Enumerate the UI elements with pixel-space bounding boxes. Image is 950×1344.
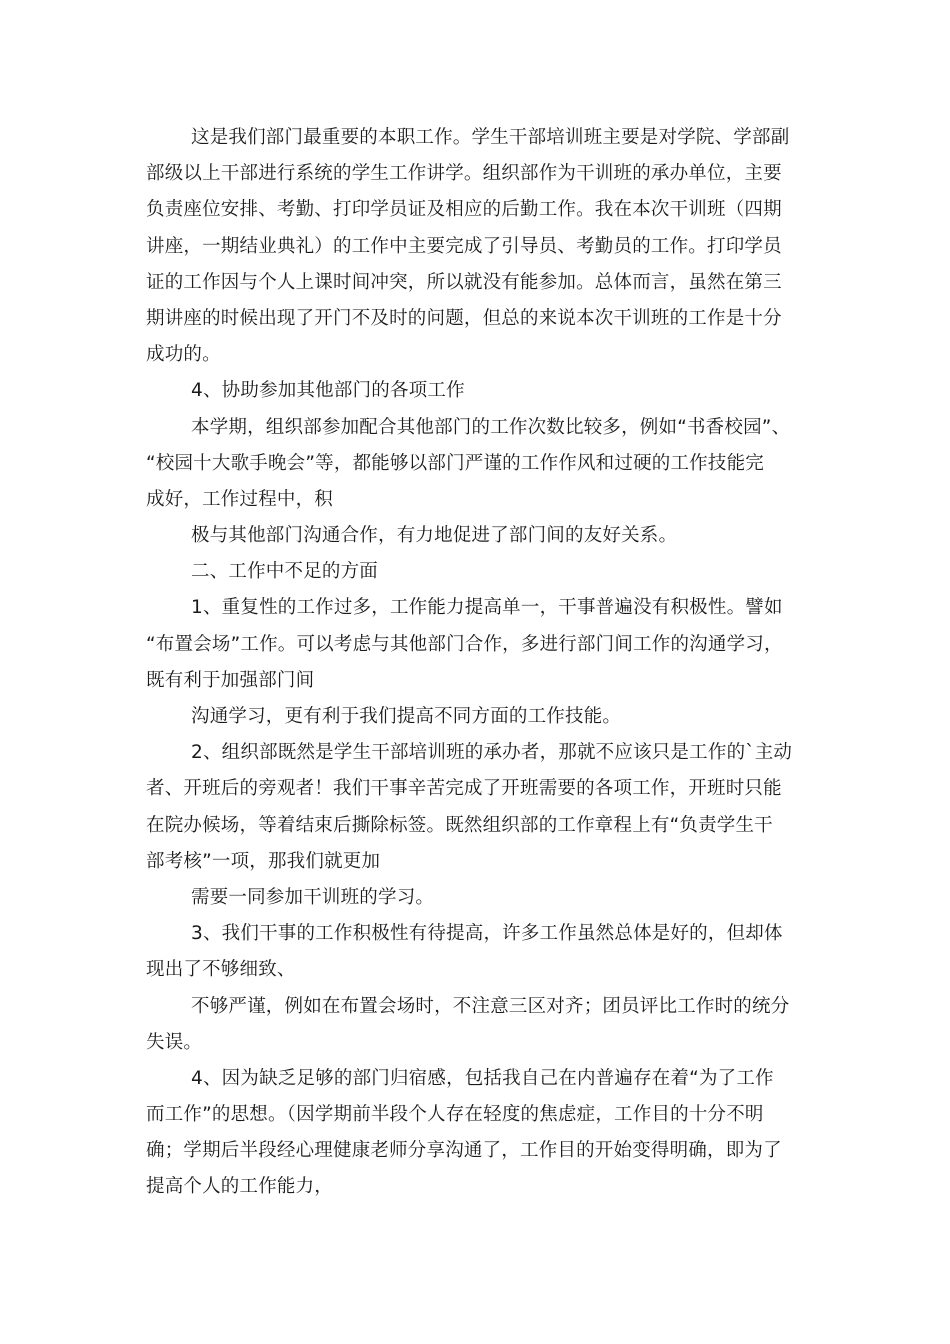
text-line: 沟通学习，更有利于我们提高不同方面的工作技能。 xyxy=(191,706,622,727)
text-line: 证的工作因与个人上课时间冲突，所以就没有能参加。总体而言，虽然在第三 xyxy=(146,271,782,293)
text-line: 提高个人的工作能力， xyxy=(146,1176,334,1198)
document-body xyxy=(146,120,816,1206)
text-line: 1、重复性的工作过多，工作能力提高单一，干事普遍没有积极性。譬如 xyxy=(191,597,783,619)
text-line: 现出了不够细致、 xyxy=(146,959,296,981)
text-line: 2、组织部既然是学生干部培训班的承办者，那就不应该只是工作的`主动 xyxy=(191,742,793,764)
text-line: “布置会场”工作。可以考虑与其他部门合作，多进行部门间工作的沟通学习， xyxy=(146,633,783,655)
text-line: 极与其他部门沟通合作，有力地促进了部门间的友好关系。 xyxy=(191,525,678,547)
text-line: 负责座位安排、考勤、打印学员证及相应的后勤工作。我在本次干训班（四期 xyxy=(146,199,782,221)
text-line: 不够严谨，例如在布置会场时，不注意三区对齐；团员评比工作时的统分 xyxy=(191,995,790,1017)
text-line: 本学期，组织部参加配合其他部门的工作次数比较多，例如“书香校园”、 xyxy=(191,416,791,438)
text-line: 期讲座的时候出现了开门不及时的问题，但总的来说本次干训班的工作是十分 xyxy=(146,307,782,329)
text-line: 4、因为缺乏足够的部门归宿感，包括我自己在内普遍存在着“为了工作 xyxy=(191,1067,774,1089)
text-line: 讲座，一期结业典礼）的工作中主要完成了引导员、考勤员的工作。打印学员 xyxy=(146,235,782,257)
text-line: 成好，工作过程中，积 xyxy=(146,488,334,510)
text-line: 既有利于加强部门间 xyxy=(146,669,315,691)
text-line: 需要一同参加干训班的学习。 xyxy=(191,886,435,908)
text-line: 二、工作中不足的方面 xyxy=(191,561,379,583)
text-line: 确；学期后半段经心理健康老师分享沟通了，工作目的开始变得明确，即为了 xyxy=(146,1140,782,1162)
text-line: 者、开班后的旁观者！我们干事辛苦完成了开班需要的各项工作，开班时只能 xyxy=(146,778,782,800)
text-line: “校园十大歌手晚会”等，都能够以部门严谨的工作作风和过硬的工作技能完 xyxy=(146,452,764,474)
text-line: 失误。 xyxy=(146,1031,203,1053)
text-line: 4、协助参加其他部门的各项工作 xyxy=(191,380,465,402)
text-line: 成功的。 xyxy=(146,344,221,366)
text-line: 而工作”的思想。（因学期前半段个人存在轻度的焦虑症，工作目的十分不明 xyxy=(146,1104,764,1126)
text-line: 3、我们干事的工作积极性有待提高，许多工作虽然总体是好的，但却体 xyxy=(191,923,783,945)
text-line: 部考核”一项，那我们就更加 xyxy=(146,850,381,872)
text-line: 在院办候场，等着结束后撕除标签。既然组织部的工作章程上有“负责学生干 xyxy=(146,814,773,836)
text-line: 这是我们部门最重要的本职工作。学生干部培训班主要是对学院、学部副 xyxy=(191,127,790,148)
text-line: 部级以上干部进行系统的学生工作讲学。组织部作为干训班的承办单位，主要 xyxy=(146,163,782,185)
